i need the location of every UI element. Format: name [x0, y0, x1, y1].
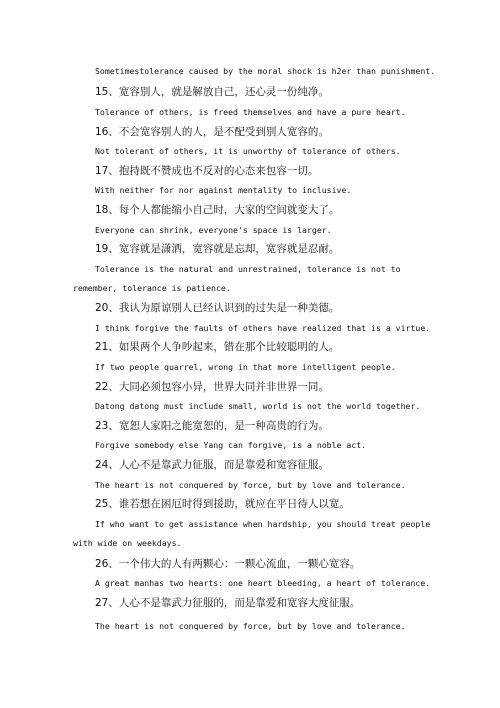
- text-line: With neither for nor against mentality to inclusive.: [95, 185, 352, 195]
- text-line: with wide on weekdays.: [73, 538, 182, 548]
- text-line: Forgive somebody else Yang can forgive, is a noble act.: [95, 440, 367, 450]
- text-line: 16、不会宽容别人的人，是不配受到别人宽容的。: [95, 126, 329, 138]
- text-line: 25、谁若想在困厄时得到援助，就应在平日待人以宽。: [95, 498, 350, 510]
- text-line: 23、宽恕人家阳之能宽恕的，是一种高贵的行为。: [95, 420, 329, 432]
- text-line: 17、抱持既不赞成也不反对的心态来包容一切。: [95, 165, 319, 177]
- text-line: Tolerance is the natural and unrestrained, tolerance is not to: [95, 264, 401, 274]
- text-line: 27、人心不是靠武力征服的，而是靠爱和宽容大度征服。: [95, 597, 361, 609]
- text-line: 15、宽容别人，就是解放自己，还心灵一份纯净。: [95, 86, 329, 98]
- text-line: A great manhas two hearts: one heart bleeding, a heart of tolerance.: [95, 578, 431, 588]
- text-line: If who want to get assistance when hardship, you should treat people: [95, 519, 431, 529]
- text-line: 26、一个伟大的人有两颗心：一颗心流血，一颗心宽容。: [95, 558, 361, 570]
- text-line: 18、每个人都能缩小自己时，大家的空间就变大了。: [95, 204, 340, 216]
- text-line: Everyone can shrink, everyone's space is larger.: [95, 225, 332, 235]
- text-line: I think forgive the faults of others have realized that is a virtue.: [95, 323, 431, 333]
- text-line: remember, tolerance is patience.: [73, 283, 231, 293]
- text-line: Tolerance of others, is freed themselves and have a pure heart.: [95, 107, 406, 117]
- text-line: 24、人心不是靠武力征服，而是靠爱和宽容征服。: [95, 459, 329, 471]
- text-line: Not tolerant of others, it is unworthy of tolerance of others.: [95, 146, 401, 156]
- text-line: 20、我认为原谅别人已经认识到的过失是一种美德。: [95, 302, 340, 314]
- text-line: The heart is not conquered by force, but by love and tolerance.: [95, 480, 406, 490]
- text-line: Datong datong must include small, world is not the world together.: [95, 401, 421, 411]
- text-line: The heart is not conquered by force, but by love and tolerance.: [95, 621, 406, 631]
- text-line: 19、宽容就是潇洒，宽容就是忘却，宽容就是忍耐。: [95, 243, 340, 255]
- text-line: 21、如果两个人争吵起来，错在那个比较聪明的人。: [95, 341, 340, 353]
- text-line: Sometimestolerance caused by the moral shock is h2er than punishment.: [95, 66, 436, 76]
- text-line: 22、大同必须包容小异，世界大同并非世界一同。: [95, 381, 329, 393]
- text-line: If two people quarrel, wrong in that more intelligent people.: [95, 362, 396, 372]
